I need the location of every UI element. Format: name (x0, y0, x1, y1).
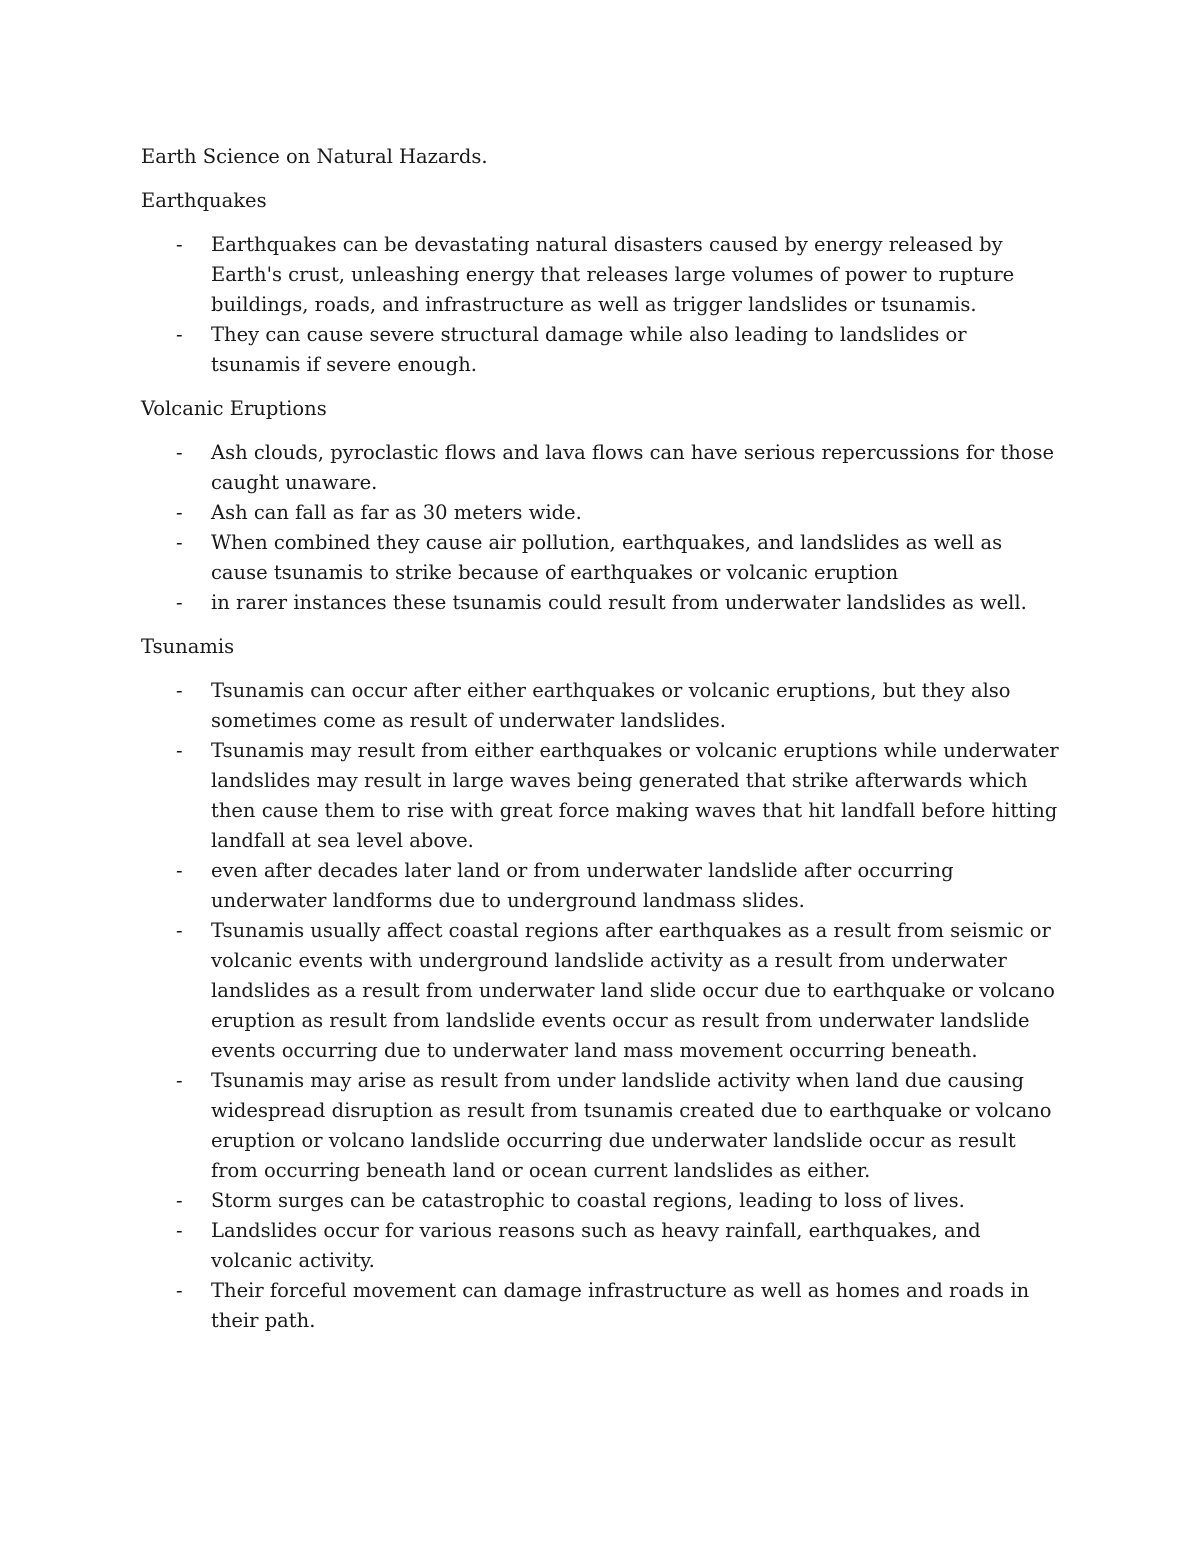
bullet-item (141, 438, 1061, 498)
bullet-item (141, 320, 1061, 380)
bullet-item (141, 1216, 1061, 1276)
bullet-text: Ash can fall as far as 30 meters wide. (211, 501, 582, 524)
bullet-dash: - (176, 1189, 183, 1212)
bullet-text: Tsunamis usually affect coastal regions after earthquakes as a result from seismic or volcanic events with underground landslide activity as a result from underwater landslides as a result from underwater land slide occur due to earthquake or volcano eruption as result from landslide events occur as result from underwater landslide events occurring due to underwater land mass movement occurring beneath. (211, 919, 1055, 1062)
bullet-item (141, 528, 1061, 588)
bullet-text: Tsunamis may result from either earthquakes or volcanic eruptions while underwater landslides may result in large waves being generated that strike afterwards which then cause them to rise with great force making waves that hit landfall before hitting landfall at sea level above. (211, 739, 1059, 852)
bullet-text: They can cause severe structural damage while also leading to landslides or tsunamis if severe enough. (211, 323, 967, 376)
bullet-item (141, 1186, 1061, 1216)
bullet-list (141, 230, 1061, 380)
bullet-item (141, 230, 1061, 320)
section-heading: Earthquakes (141, 189, 267, 212)
bullet-text: Storm surges can be catastrophic to coastal regions, leading to loss of lives. (211, 1189, 965, 1212)
bullet-dash: - (176, 679, 183, 702)
bullet-dash: - (176, 739, 183, 762)
bullet-dash: - (176, 1219, 183, 1242)
bullet-text: even after decades later land or from underwater landslide after occurring underwater landforms due to underground landmass slides. (211, 859, 954, 912)
bullet-dash: - (176, 591, 183, 614)
bullet-dash: - (176, 441, 183, 464)
bullet-text: in rarer instances these tsunamis could result from underwater landslides as well. (211, 591, 1027, 614)
bullet-text: Tsunamis may arise as result from under landslide activity when land due causing widespread disruption as result from tsunamis created due to earthquake or volcano eruption or volcano landslide occurring due underwater landslide occur as result from occurring beneath land or ocean current landslides as either. (211, 1069, 1052, 1182)
bullet-dash: - (176, 859, 183, 882)
bullet-dash: - (176, 1279, 183, 1302)
bullet-item (141, 856, 1061, 916)
bullet-item (141, 916, 1061, 1066)
bullet-text: Earthquakes can be devastating natural disasters caused by energy released by Earth's crust, unleashing energy that releases large volumes of power to rupture buildings, roads, and infrastructure as well as trigger landslides or tsunamis. (211, 233, 1015, 316)
bullet-item (141, 1276, 1061, 1336)
document-page (141, 142, 1061, 1350)
section-heading: Tsunamis (141, 635, 235, 658)
bullet-dash: - (176, 501, 183, 524)
section-heading: Volcanic Eruptions (141, 397, 327, 420)
bullet-item (141, 498, 1061, 528)
bullet-text: Ash clouds, pyroclastic flows and lava flows can have serious repercussions for those caught unaware. (211, 441, 1055, 494)
bullet-dash: - (176, 1069, 183, 1092)
bullet-item (141, 1066, 1061, 1186)
bullet-text: When combined they cause air pollution, earthquakes, and landslides as well as cause tsunamis to strike because of earthquakes or volcanic eruption (211, 531, 1003, 584)
bullet-text: Tsunamis can occur after either earthquakes or volcanic eruptions, but they also sometimes come as result of underwater landslides. (211, 679, 1011, 732)
bullet-dash: - (176, 323, 183, 346)
bullet-dash: - (176, 919, 183, 942)
bullet-list (141, 438, 1061, 618)
bullet-item (141, 588, 1061, 618)
document-title: Earth Science on Natural Hazards. (141, 145, 488, 168)
bullet-dash: - (176, 531, 183, 554)
bullet-item (141, 736, 1061, 856)
bullet-dash: - (176, 233, 183, 256)
document-sections (141, 186, 1061, 1336)
bullet-list (141, 676, 1061, 1336)
bullet-item (141, 676, 1061, 736)
bullet-text: Their forceful movement can damage infrastructure as well as homes and roads in their path. (211, 1279, 1030, 1332)
bullet-text: Landslides occur for various reasons such as heavy rainfall, earthquakes, and volcanic activity. (211, 1219, 981, 1272)
